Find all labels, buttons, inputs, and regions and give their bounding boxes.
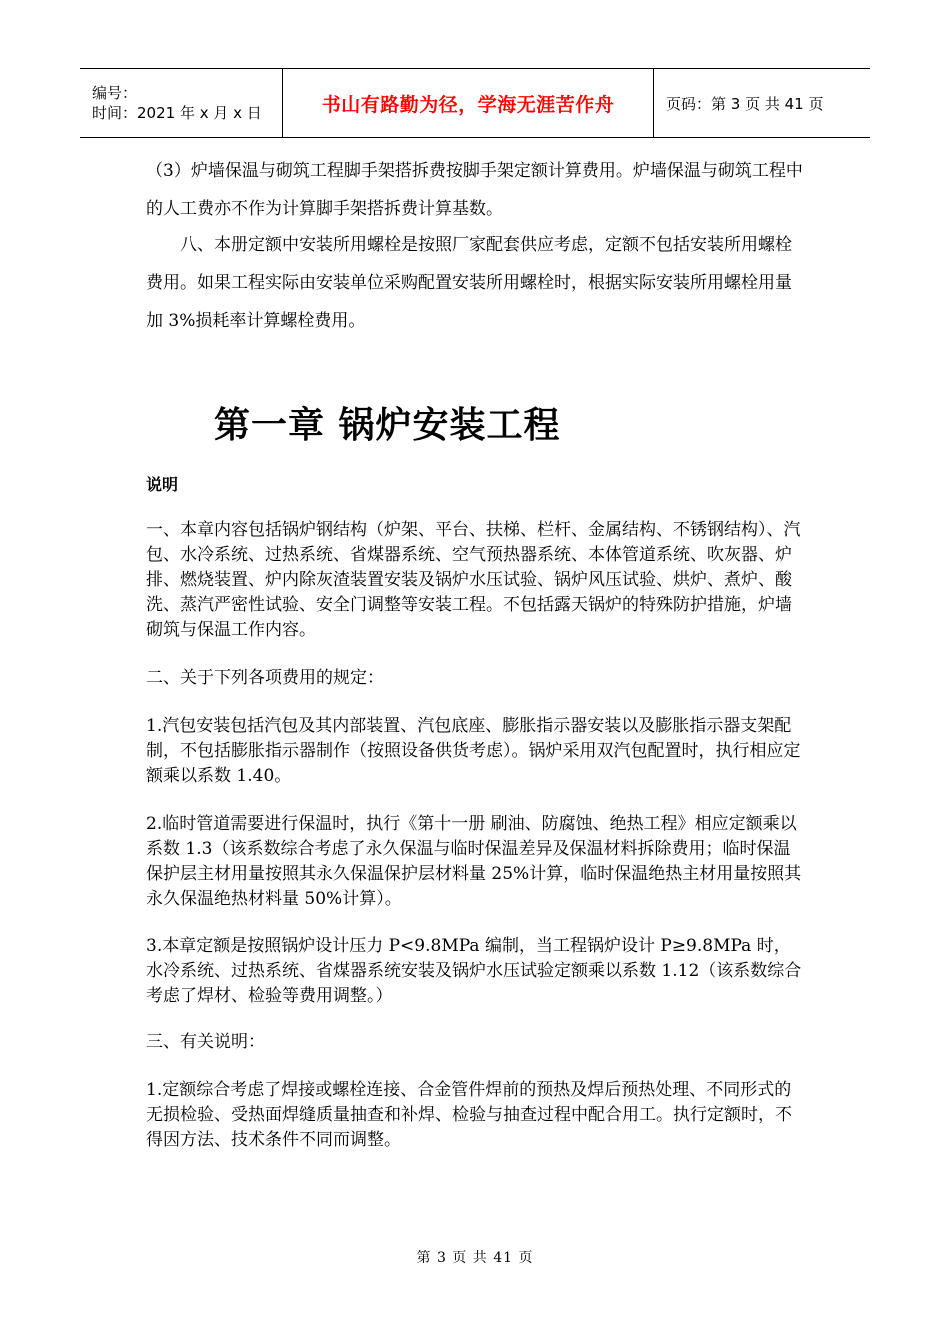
item-one: 一、本章内容包括锅炉钢结构（炉架、平台、扶梯、栏杆、金属结构、不锈钢结构）、汽包、水冷系统、过热系统、省煤器系统、空气预热器系统、本体管道系统、吹灰器、炉排、燃烧装置、炉内除灰渣装置安装及锅炉水压试验、锅炉风压试验、烘炉、煮炉、酸洗、蒸汽严密性试验、安全门调整等安装工程。不包括露天锅炉的特殊防护措施，炉墙砌筑与保温工作内容。 xyxy=(146,520,801,640)
chapter-title: 第一章 锅炉安装工程 xyxy=(214,405,561,446)
section-label: 说明 xyxy=(146,475,179,494)
item-three: 三、有关说明： xyxy=(146,1032,265,1052)
header-info-cell xyxy=(80,69,282,137)
motto-text: 书山有路勤为径，学海无涯苦作舟 xyxy=(321,93,615,116)
item-two-2: 2.临时管道需要进行保温时，执行《第十一册 刷油、防腐蚀、绝热工程》相应定额乘以系数 1.3（该系数综合考虑了永久保温与临时保温差异及保温材料拆除费用；临时保温保护层主材用量按照其永久保温保护层材料量 25%计算，临时保温绝热主材用量按照其永久保温绝热材料量 50%计算）。 xyxy=(146,814,802,909)
header-motto-cell xyxy=(282,69,654,137)
page-label: 页码：第 3 页 共 41 页 xyxy=(666,94,824,113)
item-three-1: 1.定额综合考虑了焊接或螺栓连接、合金管件焊前的预热及焊后预热处理、不同形式的无损检验、受热面焊缝质量抽查和补焊、检验与抽查过程中配合用工。执行定额时，不得因方法、技术条件不同而调整。 xyxy=(146,1080,792,1150)
code-label: 编号： xyxy=(92,84,138,102)
header-page-cell xyxy=(654,69,870,137)
paragraph-scaffold-cost: （3）炉墙保温与砌筑工程脚手架搭拆费按脚手架定额计算费用。炉墙保温与砌筑工程中的人工费亦不作为计算脚手架搭拆费计算基数。 xyxy=(146,161,803,219)
time-label: 时间：2021 年 x 月 x 日 xyxy=(92,104,262,122)
paragraph-bolt-cost: 八、本册定额中安装所用螺栓是按照厂家配套供应考虑，定额不包括安装所用螺栓费用。如果工程实际由安装单位采购配置安装所用螺栓时，根据实际安装所用螺栓用量加 3%损耗率计算螺栓费用。 xyxy=(146,235,792,331)
page-footer: 第 3 页 共 41 页 xyxy=(416,1250,534,1266)
item-two-3: 3.本章定额是按照锅炉设计压力 P<9.8MPa 编制，当工程锅炉设计 P≥9.8MPa 时，水冷系统、过热系统、省煤器系统安装及锅炉水压试验定额乘以系数 1.12（该系数综合考虑了焊材、检验等费用调整。） xyxy=(146,936,802,1006)
item-two: 二、关于下列各项费用的规定： xyxy=(146,668,384,688)
item-two-1: 1.汽包安装包括汽包及其内部装置、汽包底座、膨胀指示器安装以及膨胀指示器支架配制，不包括膨胀指示器制作（按照设备供货考虑）。锅炉采用双汽包配置时，执行相应定额乘以系数 1.40。 xyxy=(146,716,801,786)
document-header xyxy=(80,68,870,138)
